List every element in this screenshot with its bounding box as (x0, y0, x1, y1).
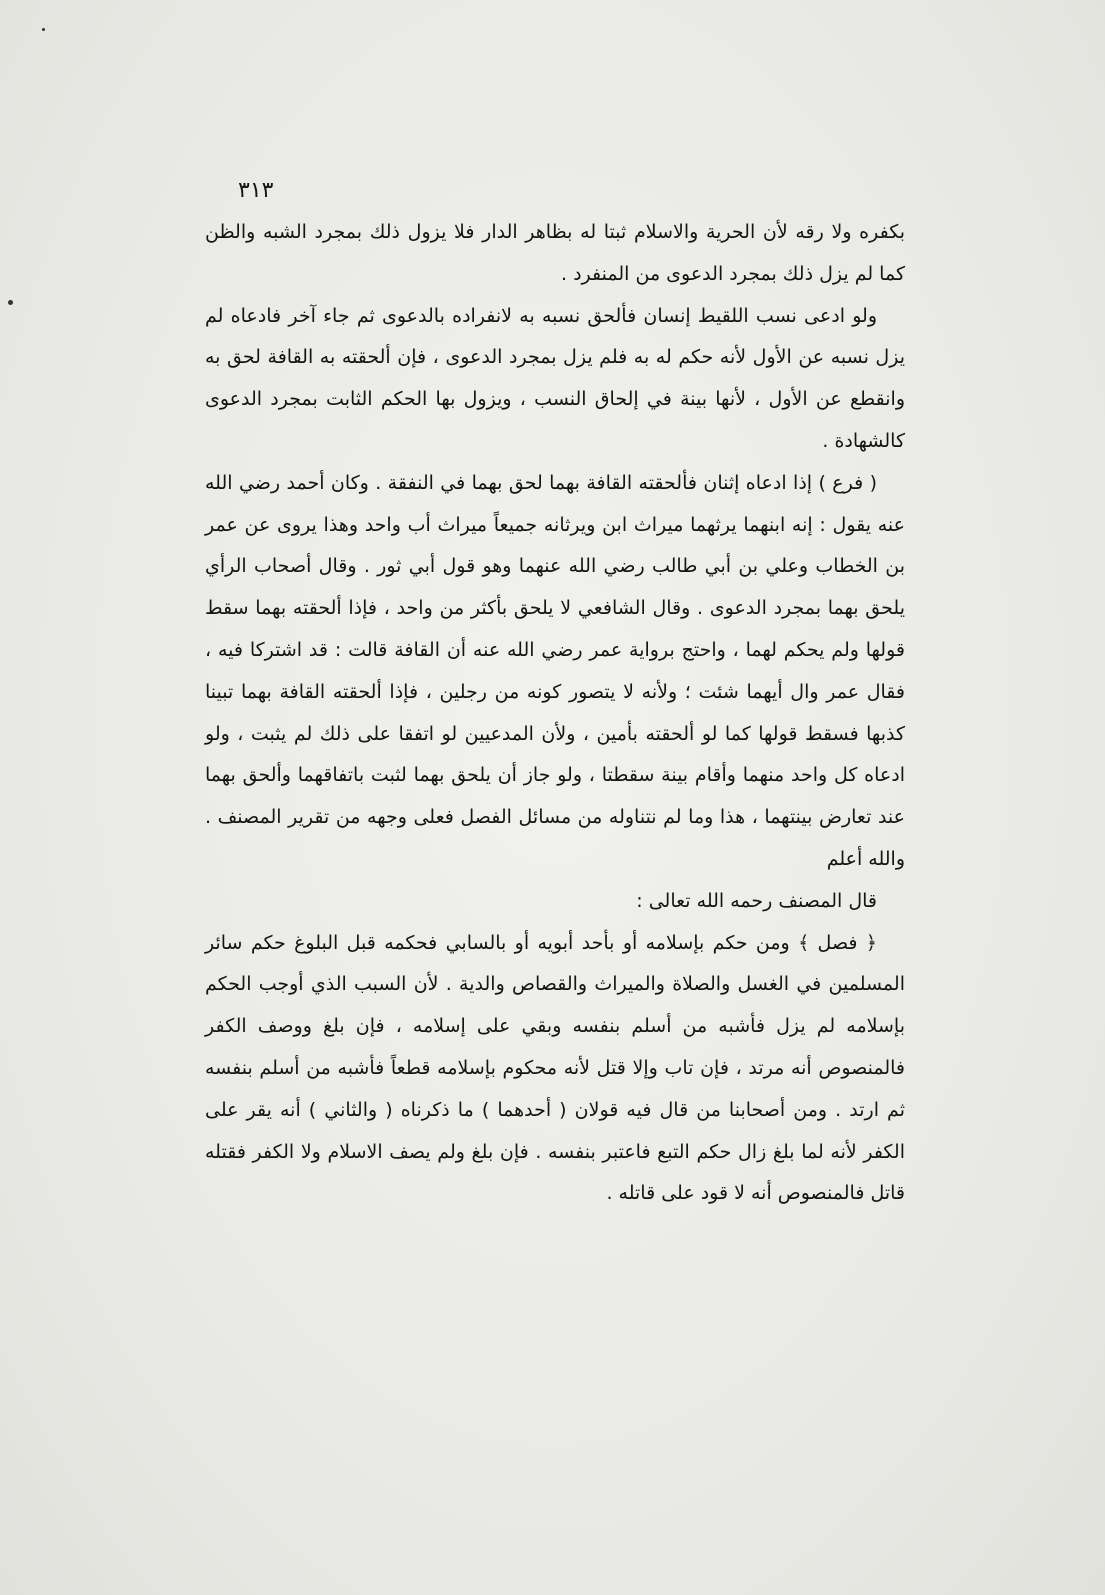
paragraph-nasab-claim: ولو ادعى نسب اللقيط إنسان فألحق نسبه به لانفراده بالدعوى ثم جاء آخر فادعاه لم يزل نسبه عن الأول لأنه حكم له به فلم يزل بمجرد الدعوى ، فإن ألحقته به القافة لحق به وانقطع عن الأول ، لأنها بينة في إلحاق النسب ، ويزول بها الحكم الثابت بمجرد الدعوى كالشهادة . (205, 304, 905, 452)
paragraph-far-two-claimants: ( فرع ) إذا ادعاه إثنان فألحقته القافة بهما لحق بهما في النفقة . وكان أحمد رضي الله عنه يقول : إنه ابنهما يرثهما ميراث ابن ويرثانه جميعاً ميراث أب واحد وهذا يروى عن عمر بن الخطاب وعلي بن أبي طالب رضي الله عنهما وهو قول أبي ثور . وقال أصحاب الرأي يلحق بهما بمجرد الدعوى . وقال الشافعي لا يلحق بأكثر من واحد ، فإذا ألحقته بهما سقط قولها ولم يحكم لهما ، واحتج برواية عمر رضي الله عنه أن القافة قالت : قد اشتركا فيه ، فقال عمر وال أيهما شئت ؛ ولأنه لا يتصور كونه من رجلين ، فإذا ألحقته القافة بهما تبينا كذبها فسقط قولها كما لو ألحقته بأمين ، ولأن المدعيين لو اتفقا على ذلك لم يثبت ، ولو ادعاه كل واحد منهما وأقام بينة سقطتا ، ولو جاز أن يلحق بهما لثبت باتفاقهما وألحق بهما عند تعارض بينتهما ، هذا وما لم نتناوله من مسائل الفصل فعلى وجهه من تقرير المصنف . والله أعلم (205, 471, 905, 870)
paragraph-fasl-islam: ﴿ فصل ﴾ ومن حكم بإسلامه أو بأحد أبويه أو بالسابي فحكمه قبل البلوغ حكم سائر المسلمين في الغسل والصلاة والميراث والقصاص والدية . لأن السبب الذي أوجب الحكم بإسلامه لم يزل فأشبه من أسلم بنفسه وبقي على إسلامه ، فإن بلغ ووصف الكفر فالمنصوص أنه مرتد ، فإن تاب وإلا قتل لأنه محكوم بإسلامه قطعاً فأشبه من أسلم بنفسه ثم ارتد . ومن أصحابنا من قال فيه قولان ( أحدهما ) ما ذكرناه ( والثاني ) أنه يقر على الكفر لأنه لما بلغ زال حكم التبع فاعتبر بنفسه . فإن بلغ ولم يصف الاسلام ولا الكفر فقتله قاتل فالمنصوص أنه لا قود على قاتله . (205, 931, 905, 1205)
author-heading: قال المصنف رحمه الله تعالى : (636, 889, 877, 912)
page-body (205, 212, 905, 1215)
page-number: ٣١٣ (238, 178, 274, 203)
ink-speck (8, 300, 13, 305)
ink-speck (42, 28, 45, 31)
paragraph-continuation: بكفره ولا رقه لأن الحرية والاسلام ثبتا له بظاهر الدار فلا يزول ذلك بمجرد الشبه والظن كما لم يزل ذلك بمجرد الدعوى من المنفرد . (205, 221, 905, 285)
